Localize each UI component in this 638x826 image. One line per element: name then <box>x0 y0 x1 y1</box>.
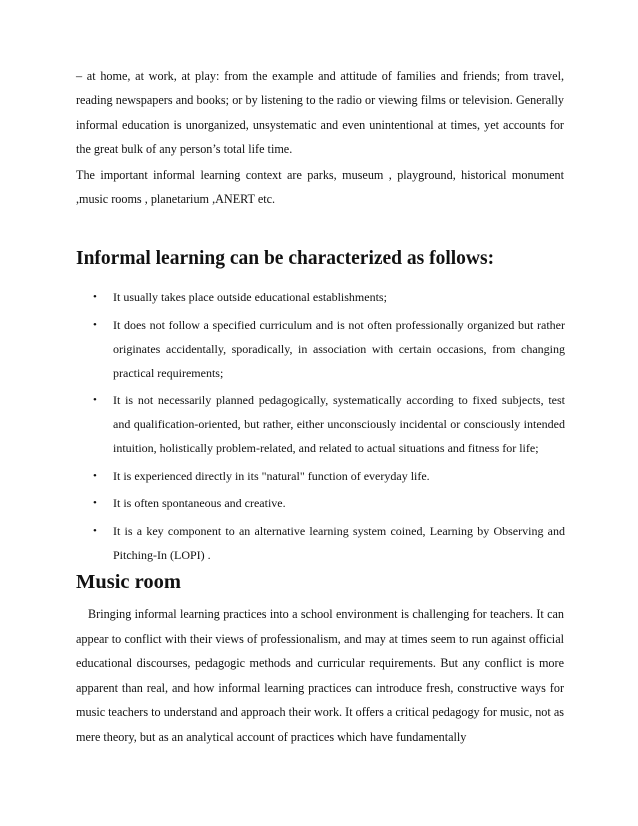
list-item <box>93 313 565 385</box>
bullet-icon: • <box>93 318 97 331</box>
paragraph-informal-contexts: The important informal learning context are parks, museum , playground, historical monument ,music rooms , planetarium ,ANERT etc. <box>76 168 564 207</box>
list-item-text: It does not follow a specified curriculum and is not often professionally organized but rather originates accidentally, sporadically, in association with certain occasions, from changing practical requirements; <box>113 317 565 380</box>
list-item <box>93 388 565 460</box>
bullet-icon: • <box>93 497 97 509</box>
paragraph-informal-sources: – at home, at work, at play: from the example and attitude of families and friends; from travel, reading newspapers and books; or by listening to the radio or viewing films or television. Generally informal education is unorganized, unsystematic and even unintentional at times, yet accounts for the great bulk of any person’s total life time. <box>76 69 564 156</box>
bullet-icon: • <box>93 291 97 303</box>
list-item-text: It is often spontaneous and creative. <box>113 496 286 510</box>
bullet-icon: • <box>93 394 97 406</box>
list-item <box>93 519 565 567</box>
list-item-text: It is experienced directly in its "natural" function of everyday life. <box>113 468 430 483</box>
list-item-text: It is not necessarily planned pedagogically, systematically according to fixed subjects, test and qualification-oriented, but rather, either unconsciously incidental or consciously intended intuition, holistically problem-related, and related to actual situations and fitness for life; <box>113 393 565 455</box>
list-item <box>93 491 565 515</box>
heading-informal-learning: Informal learning can be characterized as follows: <box>76 248 495 269</box>
list-item-text: It usually takes place outside educational establishments; <box>113 290 387 304</box>
paragraph-music-room-text: Bringing informal learning practices into a school environment is challenging for teachers. It can appear to conflict with their views of professionalism, and may at times seem to run against official educational discourses, pedagogic methods and curricular requirements. But any conflict is more apparent than real, and how informal learning practices can introduce fresh, constructive ways for music teachers to understand and approach their work. It offers a critical pedagogy for music, not as mere theory, but as an analytical account of practices which have fundamentally <box>76 607 564 744</box>
bullet-icon: • <box>93 469 97 482</box>
list-item <box>93 464 565 488</box>
list-item-text: It is a key component to an alternative learning system coined, Learning by Observing and Pitching-In (LOPI) . <box>113 523 565 562</box>
list-item <box>93 285 565 309</box>
bullet-icon: • <box>93 524 97 537</box>
characteristics-list <box>93 285 565 570</box>
paragraph-music-room <box>76 602 564 750</box>
heading-music-room: Music room <box>76 571 181 593</box>
